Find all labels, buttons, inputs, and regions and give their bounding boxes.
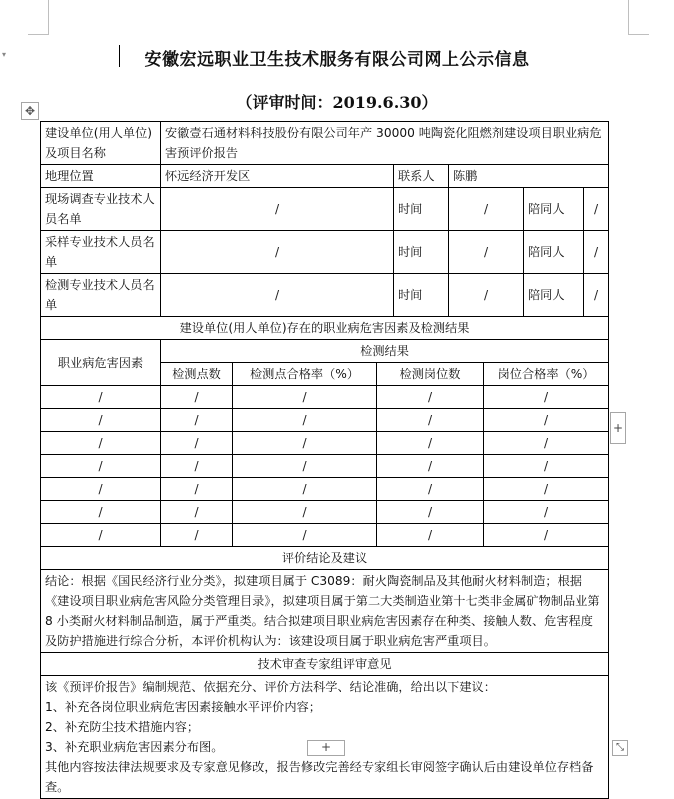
review-line: 1、补充各岗位职业病危害因素接触水平评价内容；	[45, 700, 321, 714]
staff-names: /	[161, 188, 394, 231]
hazard-cell: /	[233, 501, 377, 524]
review-line: 其他内容按法律法规要求及专家意见修改，报告修改完善经专家组长审阅签字确认后由建设单位存档备查。	[45, 760, 594, 794]
hazard-cell: /	[377, 455, 484, 478]
page-corner-mark-top-right	[628, 0, 649, 35]
page-corner-mark-top-left	[28, 0, 49, 35]
hazard-data-row	[41, 478, 609, 501]
staff-label: 现场调查专业技术人员名单	[41, 188, 161, 231]
time-label: 时间	[394, 274, 449, 317]
column-header: 检测点合格率（%）	[233, 363, 377, 386]
column-header: 岗位合格率（%）	[484, 363, 609, 386]
column-header: 检测岗位数	[377, 363, 484, 386]
hazard-cell: /	[233, 409, 377, 432]
hazard-cell: /	[161, 386, 233, 409]
hazard-cell: /	[484, 478, 609, 501]
collapse-arrow-icon[interactable]: ▾	[2, 50, 7, 59]
text-cursor	[119, 45, 120, 67]
hazard-data-row	[41, 409, 609, 432]
hazard-cell: /	[233, 478, 377, 501]
review-section-title: 技术审查专家组评审意见	[41, 653, 609, 676]
hazards-section-title: 建设单位(用人单位)存在的职业病危害因素及检测结果	[41, 317, 609, 340]
hazard-cell: /	[161, 432, 233, 455]
hazard-cell: /	[377, 501, 484, 524]
disclosure-table	[40, 121, 609, 799]
contact-label: 联系人	[394, 165, 449, 188]
hazard-cell: /	[484, 432, 609, 455]
companion-label: 陪同人	[524, 188, 584, 231]
time-value: /	[449, 188, 524, 231]
review-line: 2、补充防尘技术措施内容；	[45, 720, 200, 734]
review-date-subtitle: （评审时间：2019.6.30）	[236, 93, 438, 112]
column-header: 检测点数	[161, 363, 233, 386]
hazard-cell: /	[377, 409, 484, 432]
time-label: 时间	[394, 188, 449, 231]
contact-value: 陈鹏	[449, 165, 609, 188]
hazard-cell: /	[233, 386, 377, 409]
time-value: /	[449, 274, 524, 317]
companion-value: /	[584, 231, 609, 274]
project-name-label: 建设单位(用人单位)及项目名称	[41, 122, 161, 165]
results-header: 检测结果	[161, 340, 609, 363]
hazard-cell: /	[233, 524, 377, 547]
staff-names: /	[161, 231, 394, 274]
conclusion-section-header	[41, 547, 609, 570]
hazard-cell: /	[161, 524, 233, 547]
staff-names: /	[161, 274, 394, 317]
resize-diagonal-icon[interactable]: ⤡	[612, 740, 628, 756]
review-row	[41, 676, 609, 799]
companion-value: /	[584, 188, 609, 231]
hazard-cell: /	[41, 455, 161, 478]
staff-row	[41, 274, 609, 317]
hazard-cell: /	[41, 386, 161, 409]
time-value: /	[449, 231, 524, 274]
review-text	[41, 676, 609, 799]
move-cross-icon[interactable]: ✥	[21, 102, 39, 120]
hazard-cell: /	[484, 455, 609, 478]
conclusion-section-title: 评价结论及建议	[41, 547, 609, 570]
hazard-data-row	[41, 386, 609, 409]
hazard-cell: /	[161, 501, 233, 524]
hazard-cell: /	[161, 478, 233, 501]
factor-header: 职业病危害因素	[41, 340, 161, 386]
plus-icon[interactable]: +	[307, 740, 345, 756]
hazards-header-row	[41, 340, 609, 363]
hazard-data-row	[41, 432, 609, 455]
staff-label: 采样专业技术人员名单	[41, 231, 161, 274]
hazard-cell: /	[484, 386, 609, 409]
review-line: 该《预评价报告》编制规范、依据充分、评价方法科学、结论准确，给出以下建议：	[45, 680, 496, 694]
hazard-cell: /	[161, 455, 233, 478]
hazard-cell: /	[233, 455, 377, 478]
plus-icon[interactable]: +	[610, 412, 626, 444]
hazard-cell: /	[484, 524, 609, 547]
conclusion-text: 结论：根据《国民经济行业分类》，拟建项目属于 C3089：耐火陶瓷制品及其他耐火材料制造；根据《建设项目职业病危害风险分类管理目录》，拟建项目属于第二大类制造业第十七类非金属矿物制品业第 8 小类耐火材料制品制造，属于严重类。结合拟建项目职业病危害因素存在种类、接触人数、危害程度及防护措施进行综合分析，本评价机构认为：该建设项目属于职业病危害严重项目。	[41, 570, 609, 653]
location-label: 地理位置	[41, 165, 161, 188]
hazard-cell: /	[41, 478, 161, 501]
location-value: 怀远经济开发区	[161, 165, 394, 188]
hazard-cell: /	[377, 478, 484, 501]
conclusion-row	[41, 570, 609, 653]
location-row	[41, 165, 609, 188]
hazard-data-row	[41, 455, 609, 478]
hazard-rows	[41, 386, 609, 547]
staff-label: 检测专业技术人员名单	[41, 274, 161, 317]
hazard-cell: /	[484, 501, 609, 524]
hazard-cell: /	[377, 432, 484, 455]
document-title: 安徽宏远职业卫生技术服务有限公司网上公示信息	[144, 50, 530, 70]
hazard-data-row	[41, 501, 609, 524]
companion-label: 陪同人	[524, 231, 584, 274]
project-name-row	[41, 122, 609, 165]
companion-value: /	[584, 274, 609, 317]
review-line: 3、补充职业病危害因素分布图。	[45, 740, 224, 754]
hazard-cell: /	[41, 432, 161, 455]
hazard-cell: /	[484, 409, 609, 432]
project-name-value: 安徽壹石通材料科技股份有限公司年产 30000 吨陶瓷化阻燃剂建设项目职业病危害预评价报告	[161, 122, 609, 165]
time-label: 时间	[394, 231, 449, 274]
hazard-data-row	[41, 524, 609, 547]
hazards-section-header	[41, 317, 609, 340]
companion-label: 陪同人	[524, 274, 584, 317]
hazard-cell: /	[41, 501, 161, 524]
review-section-header	[41, 653, 609, 676]
hazard-cell: /	[41, 409, 161, 432]
hazard-cell: /	[161, 409, 233, 432]
staff-row	[41, 188, 609, 231]
hazard-cell: /	[377, 386, 484, 409]
staff-row	[41, 231, 609, 274]
hazard-cell: /	[377, 524, 484, 547]
hazard-cell: /	[41, 524, 161, 547]
hazard-cell: /	[233, 432, 377, 455]
